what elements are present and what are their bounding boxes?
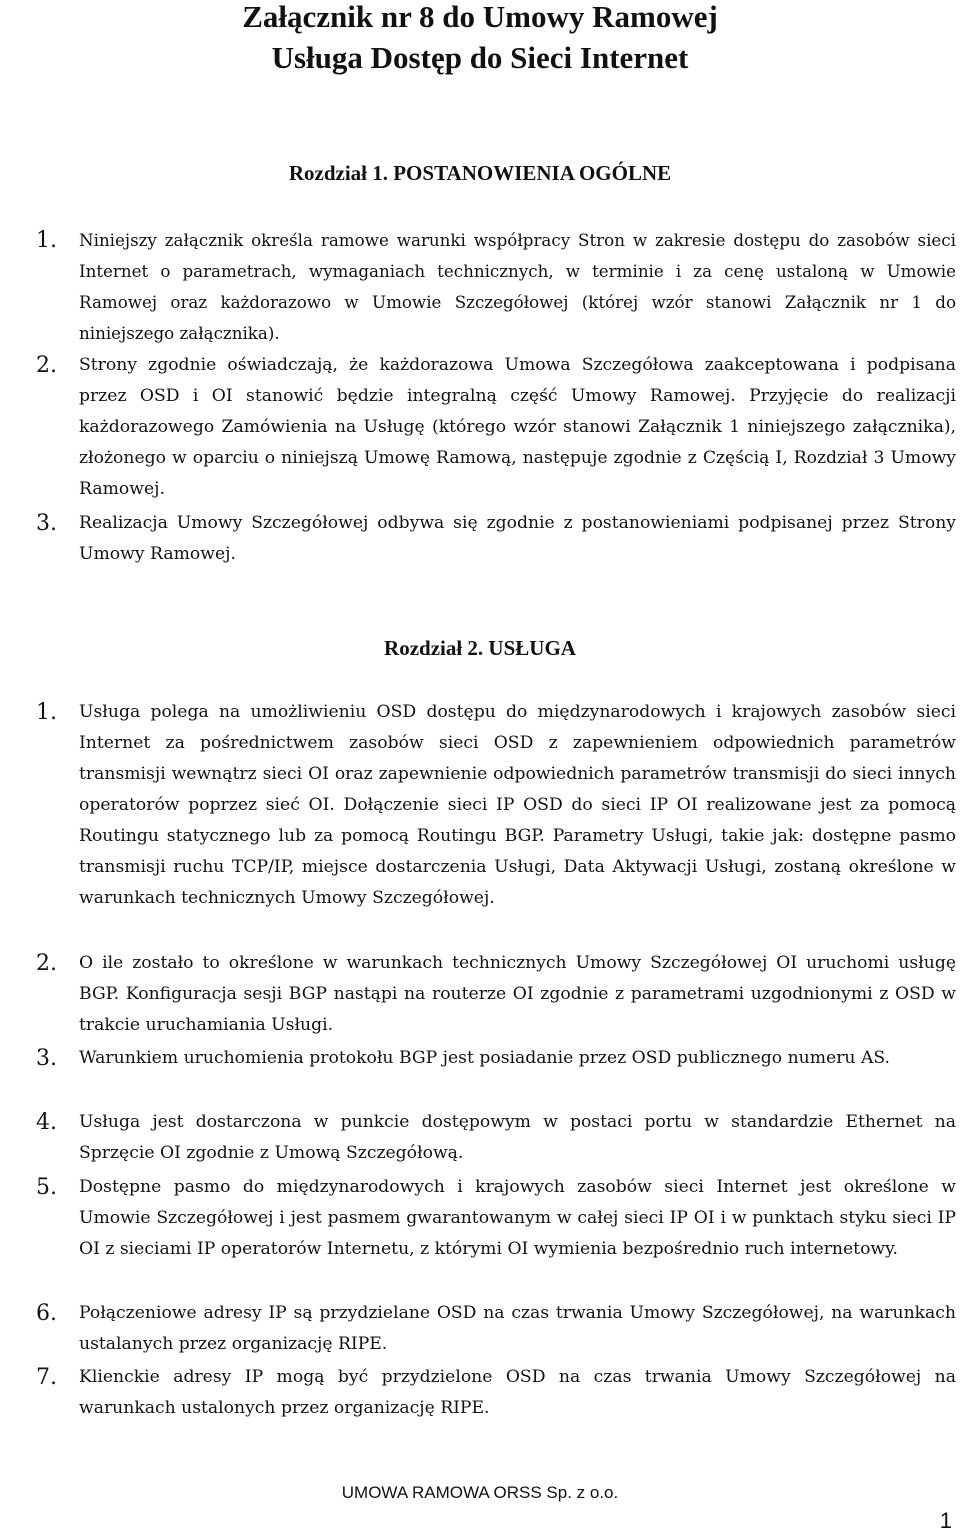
ch1-item-1-text: Niniejszy załącznik określa ramowe warunki współpracy Stron w zakresie dostępu do zasobów sieci Internet o parametrach, wymaganiach technicznych, w terminie i za cenę ustaloną w Umowie Ramowej oraz każdorazowo w Umowie Szczegółowej (której wzór stanowi Załącznik nr 1 do niniejszego załącznika). bbox=[79, 230, 956, 343]
ch1-item-2-text: Strony zgodnie oświadczają, że każdorazowa Umowa Szczegółowa zaakceptowana i podpisana przez OSD i OI stanowić będzie integralną część Umowy Ramowej. Przyjęcie do realizacji każdorazowego Zamówienia na Usługę (którego wzór stanowi Załącznik 1 niniejszego załącznika), złożonego w oparciu o niniejszą Umowę Ramową, następuje zgodnie z Częścią I, Rozdział 3 Umowy Ramowej. bbox=[79, 355, 956, 499]
ch2-item-4-text: Usługa jest dostarczona w punkcie dostępowym w postaci portu w standardzie Ethernet na Sprzęcie OI zgodnie z Umową Szczegółową. bbox=[79, 1112, 956, 1163]
ch2-item-6-num: 6. bbox=[36, 1301, 57, 1326]
ch2-item-7 bbox=[36, 1362, 956, 1424]
ch2-item-1-num: 1. bbox=[36, 700, 57, 725]
ch2-item-7-text: Klienckie adresy IP mogą być przydzielone OSD na czas trwania Umowy Szczegółowej na warunkach ustalonych przez organizację RIPE. bbox=[79, 1367, 956, 1418]
chapter1-heading: Rozdział 1. POSTANOWIENIA OGÓLNE bbox=[288, 161, 672, 185]
doc-title-line1: Załącznik nr 8 do Umowy Ramowej bbox=[242, 0, 718, 34]
ch2-item-1 bbox=[36, 697, 956, 914]
page-footer: UMOWA RAMOWA ORSS Sp. z o.o. bbox=[341, 1483, 619, 1502]
page-number: 1 bbox=[939, 1508, 952, 1533]
ch1-item-3-text: Realizacja Umowy Szczegółowej odbywa się zgodnie z postanowieniami podpisanej przez Strony Umowy Ramowej. bbox=[79, 513, 956, 564]
ch1-item-3 bbox=[36, 508, 956, 570]
ch2-item-3-text: Warunkiem uruchomienia protokołu BGP jest posiadanie przez OSD publicznego numeru AS. bbox=[79, 1048, 890, 1068]
ch2-item-5 bbox=[36, 1172, 956, 1265]
ch2-item-2-num: 2. bbox=[36, 951, 57, 976]
ch2-item-3 bbox=[36, 1043, 956, 1074]
ch2-item-6 bbox=[36, 1298, 956, 1360]
ch2-item-6-text: Połączeniowe adresy IP są przydzielane OSD na czas trwania Umowy Szczegółowej, na warunkach ustalanych przez organizację RIPE. bbox=[79, 1303, 956, 1354]
ch2-item-2 bbox=[36, 948, 956, 1041]
ch2-item-7-num: 7. bbox=[36, 1365, 57, 1390]
ch1-item-1-num: 1. bbox=[36, 228, 57, 253]
ch2-item-2-text: O ile zostało to określone w warunkach technicznych Umowy Szczegółowej OI uruchomi usługę BGP. Konfiguracja sesji BGP nastąpi na routerze OI zgodnie z parametrami uzgodnionymi z OSD w trakcie uruchamiania Usługi. bbox=[79, 953, 956, 1035]
ch2-item-1-text: Usługa polega na umożliwieniu OSD dostępu do międzynarodowych i krajowych zasobów sieci Internet za pośrednictwem zasobów sieci OSD z zapewnieniem odpowiednich parametrów transmisji wewnątrz sieci OI oraz zapewnienie odpowiednich parametrów transmisji do sieci innych operatorów poprzez sieć OI. Dołączenie sieci IP OSD do sieci IP OI realizowane jest za pomocą Routingu statycznego lub za pomocą Routingu BGP. Parametry Usługi, takie jak: dostępne pasmo transmisji ruchu TCP/IP, miejsce dostarczenia Usługi, Data Aktywacji Usługi, zostaną określone w warunkach technicznych Umowy Szczegółowej. bbox=[79, 702, 956, 908]
chapter2-heading: Rozdział 2. USŁUGA bbox=[384, 636, 576, 660]
ch2-item-3-num: 3. bbox=[36, 1046, 57, 1071]
ch1-item-3-num: 3. bbox=[36, 511, 57, 536]
ch1-item-2-num: 2. bbox=[36, 353, 57, 378]
ch2-item-5-num: 5. bbox=[36, 1175, 57, 1200]
doc-title-line2: Usługa Dostęp do Sieci Internet bbox=[271, 40, 689, 75]
ch2-item-5-text: Dostępne pasmo do międzynarodowych i krajowych zasobów sieci Internet jest określone w Umowie Szczegółowej i jest pasmem gwarantowanym w całej sieci IP OI i w punktach styku sieci IP OI z sieciami IP operatorów Internetu, z którymi OI wymienia bezpośrednio ruch internetowy. bbox=[79, 1177, 956, 1259]
ch1-item-2 bbox=[36, 350, 956, 505]
ch2-item-4-num: 4. bbox=[36, 1110, 57, 1135]
ch1-item-1 bbox=[36, 225, 956, 349]
ch2-item-4 bbox=[36, 1107, 956, 1169]
